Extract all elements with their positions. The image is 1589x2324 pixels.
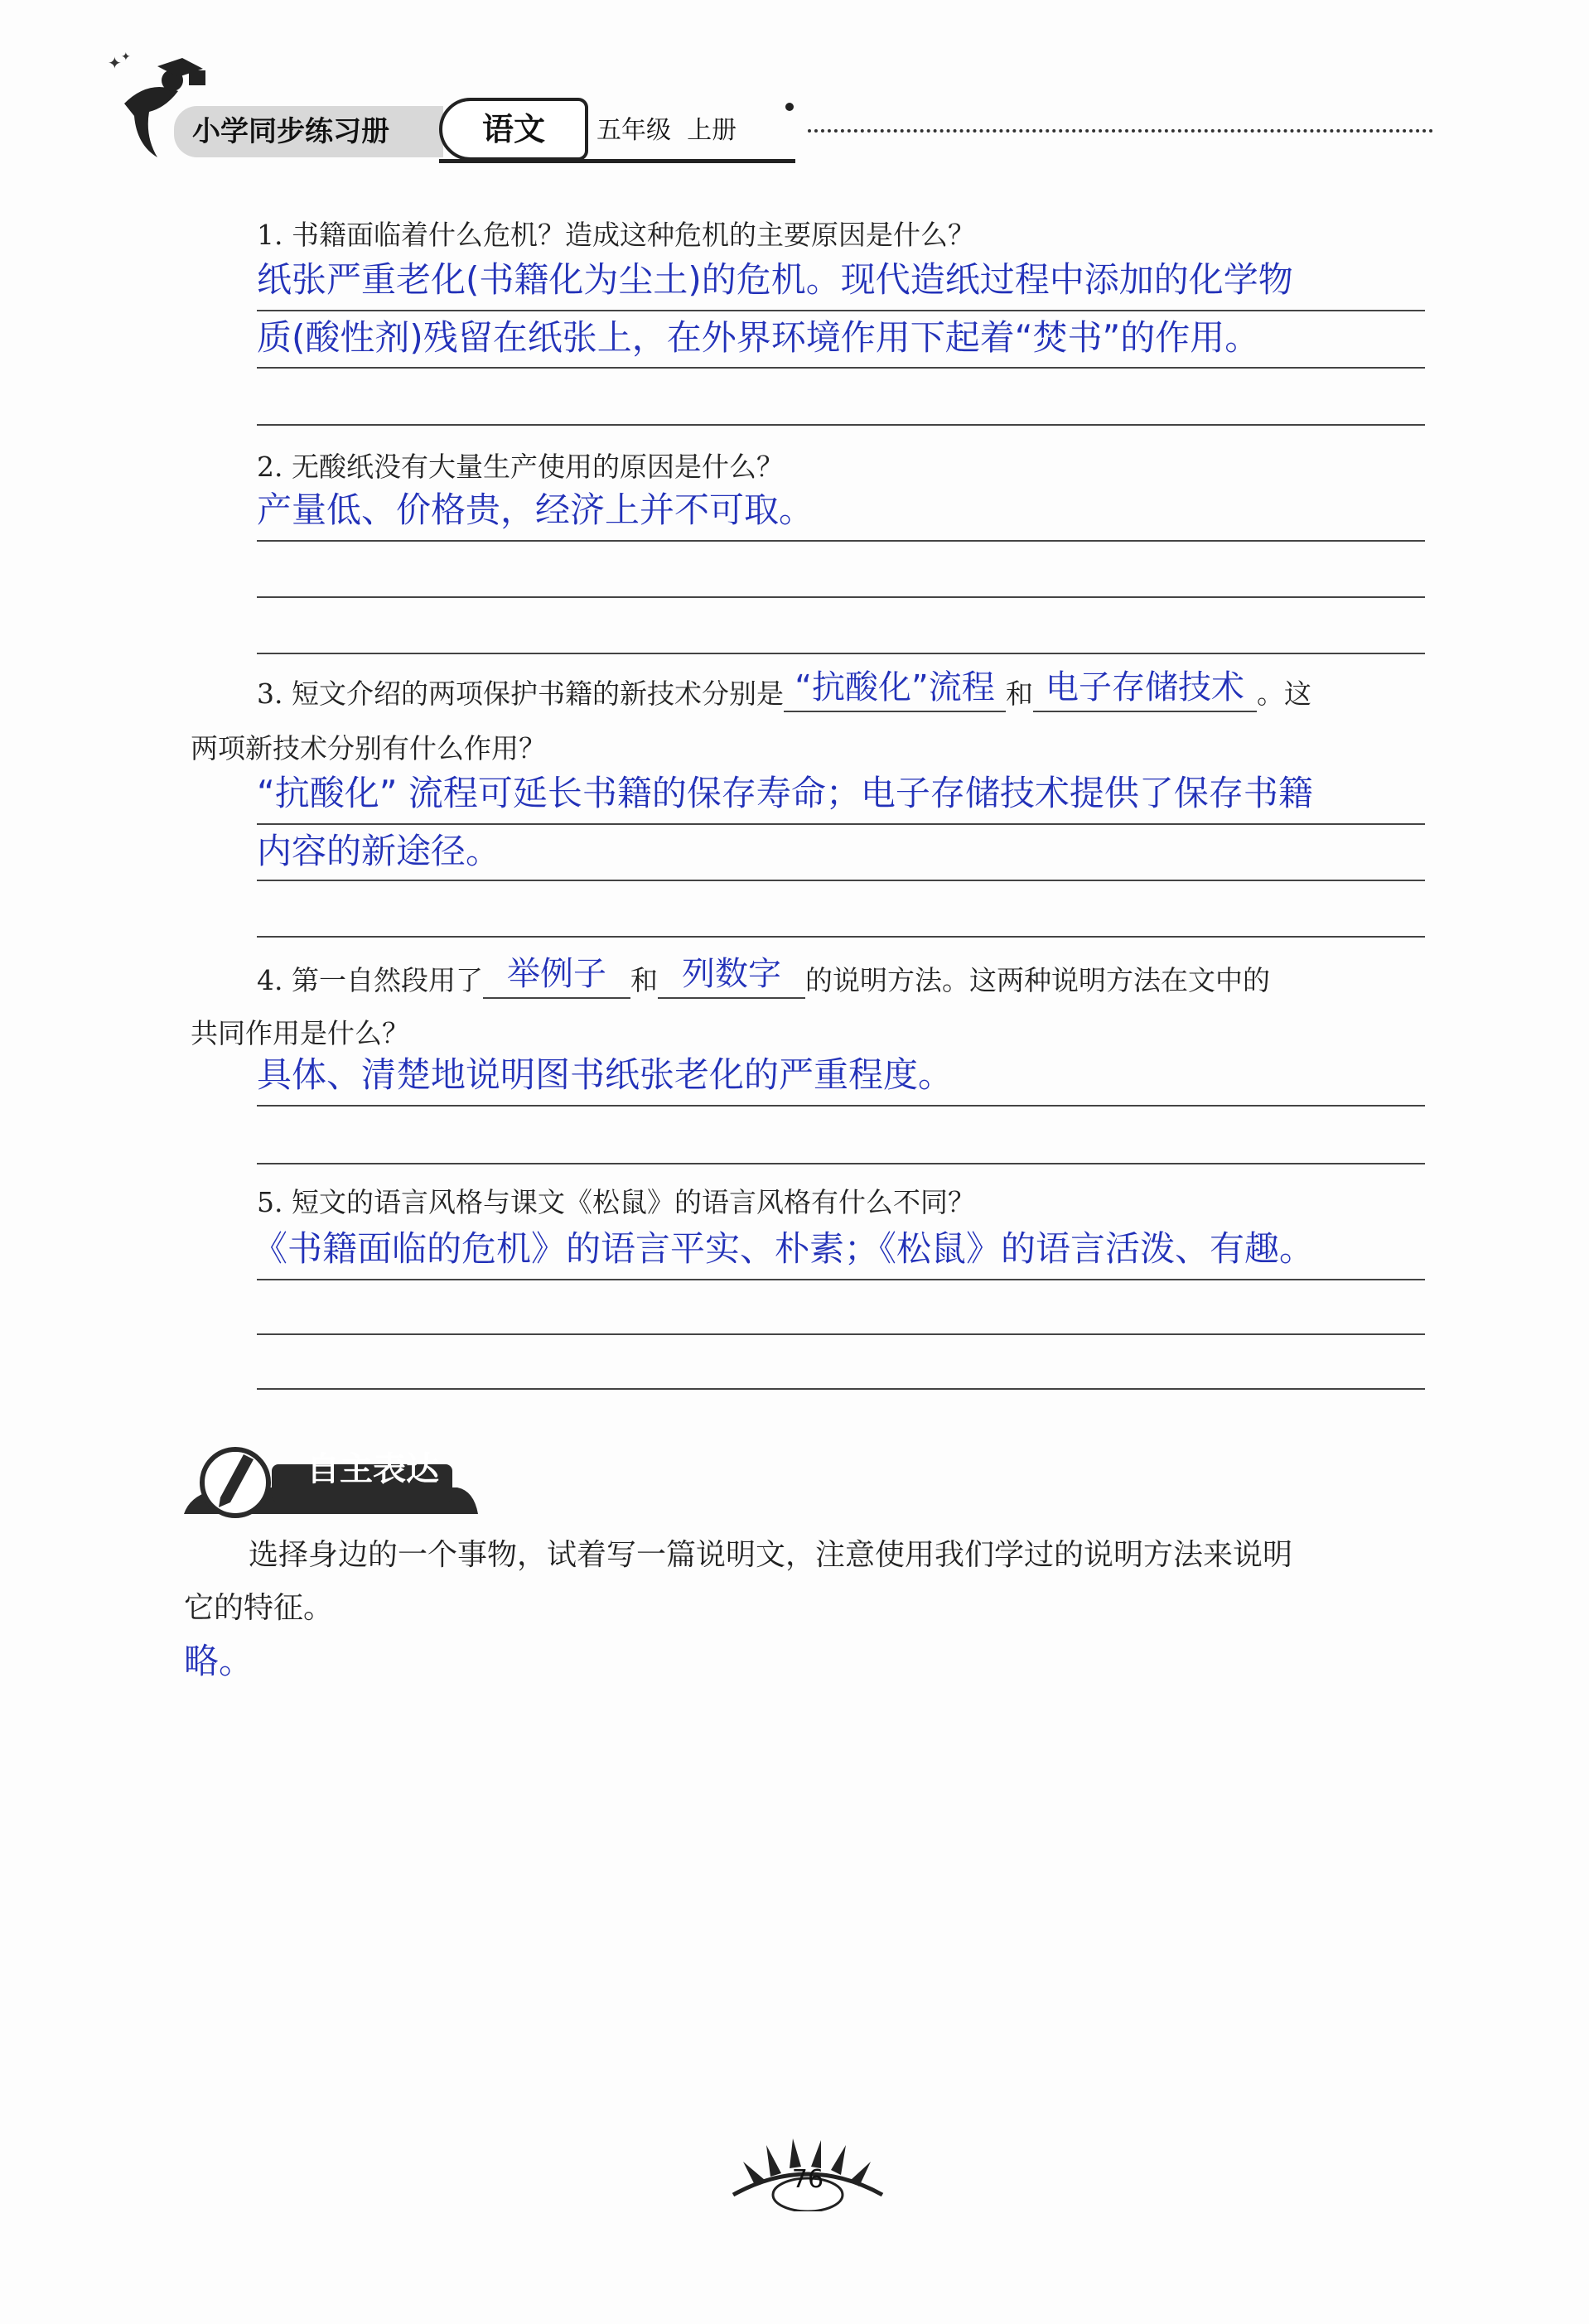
blank-answer: 电子存储技术 (1045, 668, 1244, 706)
question-3-blank-1[interactable] (784, 668, 1006, 712)
question-3-prompt-tail: 。这 (1256, 677, 1311, 710)
grade-label: 五年级 上册 (596, 116, 737, 145)
question-3-prompt (257, 668, 1311, 712)
header-underline (439, 159, 795, 163)
question-3-blank-2[interactable] (1033, 668, 1257, 712)
blank-answer: 举例子 (506, 955, 606, 993)
answer-rule (257, 823, 1425, 825)
question-1-prompt: 1. 书籍面临着什么危机？造成这种危机的主要原因是什么？ (257, 219, 975, 251)
question-2-prompt: 2. 无酸纸没有大量生产使用的原因是什么？ (257, 451, 784, 483)
subject-tag: 语文 (439, 98, 588, 161)
book-title: 小学同步练习册 (174, 106, 443, 157)
blank-answer: “抗酸化”流程 (794, 668, 995, 706)
question-1-answer-line: 纸张严重老化(书籍化为尘土)的危机。现代造纸过程中添加的化学物 (257, 259, 1293, 300)
question-3-conjunction: 和 (1005, 677, 1033, 710)
question-2-answer-line: 产量低、价格贵，经济上并不可取。 (257, 489, 814, 530)
section-answer: 略。 (184, 1641, 254, 1681)
question-1-answer-line: 质(酸性剂)残留在纸张上，在外界环境作用下起着“焚书”的作用。 (257, 317, 1260, 358)
section-prompt-line1: 选择身边的一个事物，试着写一篇说明文，注意使用我们学过的说明方法来说明 (249, 1538, 1293, 1572)
question-5-answer-line: 《书籍面临的危机》的语言平实、朴素；《松鼠》的语言活泼、有趣。 (253, 1228, 1315, 1269)
answer-rule (257, 596, 1425, 598)
section-title: 自主表达 (307, 1450, 439, 1488)
question-3-prompt-line2: 两项新技术分别有什么作用？ (191, 732, 546, 764)
answer-rule (257, 310, 1425, 311)
question-4-prompt (257, 955, 1270, 999)
header-dotted-rule (808, 129, 1433, 133)
answer-rule (257, 1163, 1425, 1164)
answer-rule (257, 880, 1425, 881)
question-4-blank-1[interactable] (483, 955, 630, 999)
blank-answer: 列数字 (681, 955, 781, 993)
svg-text:✦: ✦ (121, 51, 131, 64)
question-4-prompt-line2: 共同作用是什么？ (191, 1017, 409, 1049)
question-4-answer-line: 具体、清楚地说明图书纸张老化的严重程度。 (257, 1054, 954, 1095)
answer-rule (257, 1333, 1425, 1335)
question-4-prompt-tail: 的说明方法。这两种说明方法在文中的 (804, 964, 1270, 996)
answer-rule (257, 367, 1425, 369)
header-dot (785, 103, 794, 111)
page-number: 76 (791, 2165, 824, 2194)
answer-rule (257, 653, 1425, 654)
question-3-prompt-text: 3. 短文介绍的两项保护书籍的新技术分别是 (257, 677, 784, 710)
answer-rule (257, 424, 1425, 426)
question-4-blank-2[interactable] (658, 955, 805, 999)
question-3-answer-line: “抗酸化” 流程可延长书籍的保存寿命；电子存储技术提供了保存书籍 (257, 773, 1313, 813)
question-4-conjunction: 和 (630, 964, 658, 996)
answer-rule (257, 1388, 1425, 1390)
answer-rule (257, 936, 1425, 938)
question-3-answer-line: 内容的新途径。 (257, 831, 501, 871)
answer-rule (257, 1105, 1425, 1107)
question-4-prompt-text: 4. 第一自然段用了 (257, 964, 483, 996)
answer-rule (257, 1279, 1425, 1280)
answer-rule (257, 540, 1425, 542)
question-5-prompt: 5. 短文的语言风格与课文《松鼠》的语言风格有什么不同？ (257, 1186, 975, 1218)
section-prompt-line2: 它的特征。 (184, 1591, 334, 1625)
svg-text:✦: ✦ (108, 53, 122, 73)
